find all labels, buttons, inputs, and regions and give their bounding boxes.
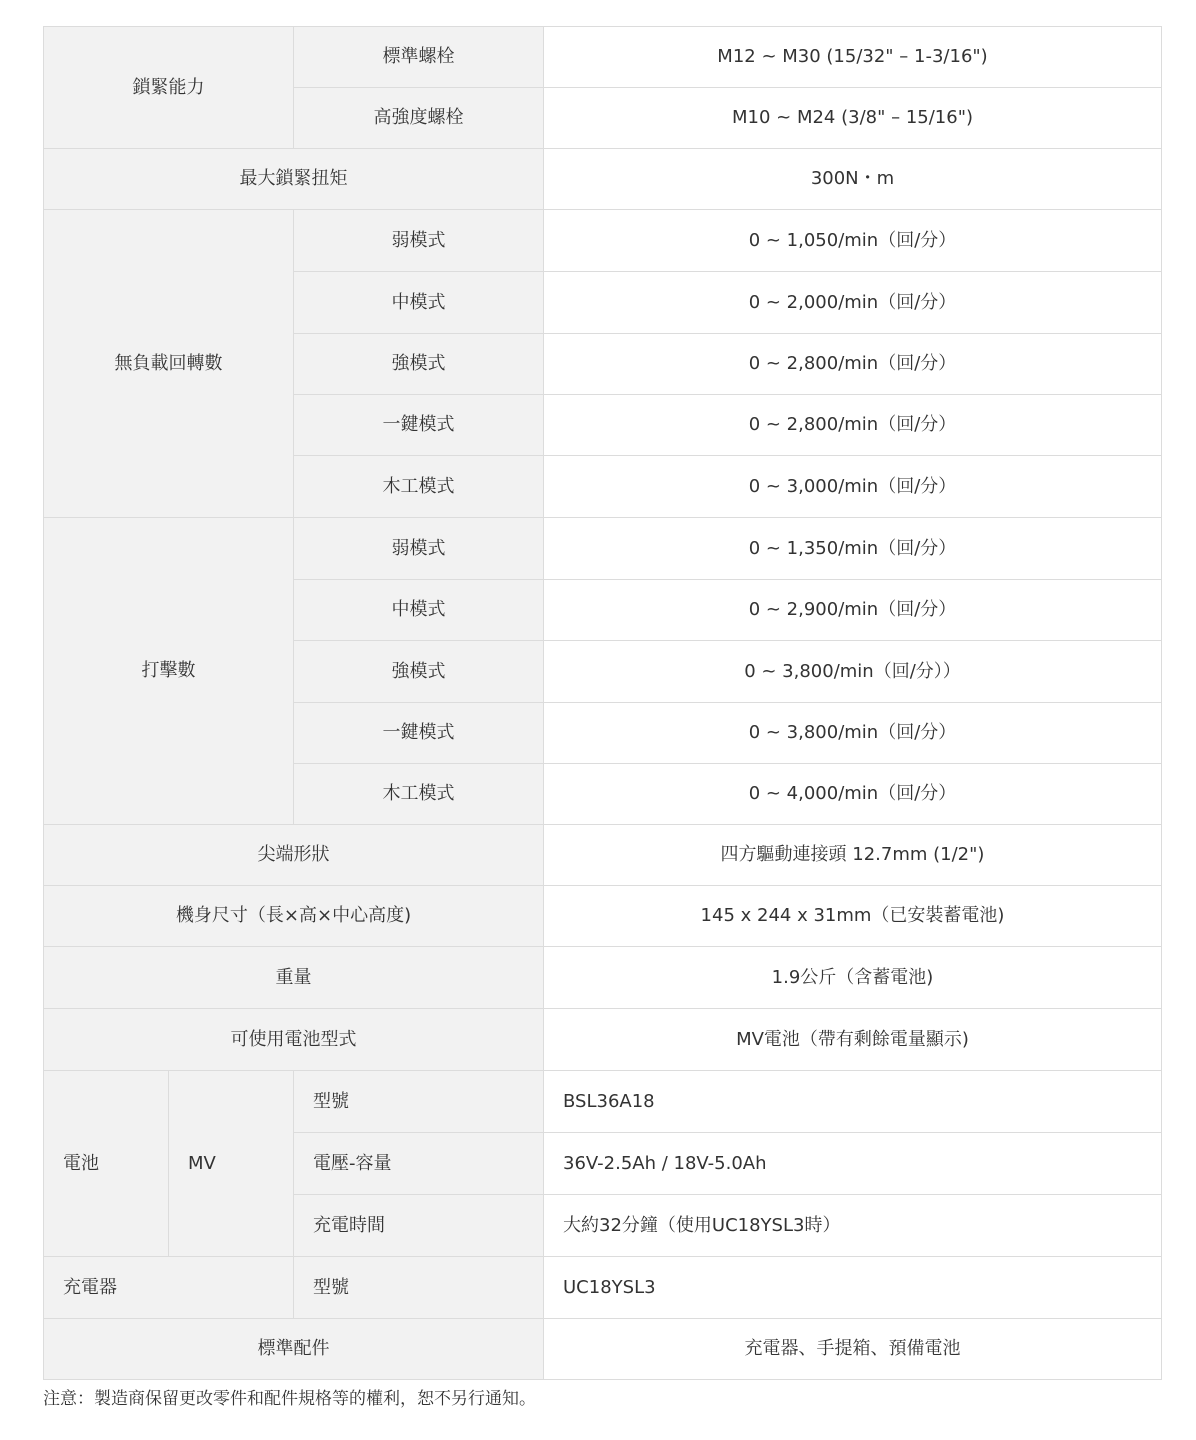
battery-charge-time-label: 充電時間	[294, 1195, 544, 1257]
high-strength-bolt-label: 高強度螺栓	[294, 88, 544, 149]
mode-label: 強模式	[294, 334, 544, 395]
mode-value: 0 ~ 1,050/min（回/分）	[544, 210, 1162, 272]
standard-bolt-label: 標準螺栓	[294, 27, 544, 88]
impact-rate-label: 打擊數	[44, 518, 294, 825]
table-row	[44, 1319, 1162, 1380]
spec-table	[43, 26, 1162, 1380]
disclaimer-note: 注意：製造商保留更改零件和配件規格等的權利，恕不另行通知。	[43, 1389, 536, 1409]
dimensions-label: 機身尺寸（長×高×中心高度)	[44, 886, 544, 947]
weight-label: 重量	[44, 947, 544, 1009]
table-row	[44, 27, 1162, 88]
accessories-label: 標準配件	[44, 1319, 544, 1380]
battery-voltage-value: 36V-2.5Ah / 18V-5.0Ah	[544, 1133, 1162, 1195]
charger-model-label: 型號	[294, 1257, 544, 1319]
lock-capacity-label: 鎖緊能力	[44, 27, 294, 149]
mode-value: 0 ~ 2,000/min（回/分）	[544, 272, 1162, 334]
mode-label: 弱模式	[294, 210, 544, 272]
mode-value: 0 ~ 1,350/min（回/分）	[544, 518, 1162, 580]
max-torque-label: 最大鎖緊扭矩	[44, 149, 544, 210]
battery-label: 電池	[44, 1071, 169, 1257]
mode-value: 0 ~ 3,000/min（回/分）	[544, 456, 1162, 518]
mode-value: 0 ~ 3,800/min（回/分））	[544, 641, 1162, 703]
max-torque-value: 300N・m	[544, 149, 1162, 210]
mode-label: 一鍵模式	[294, 395, 544, 456]
table-row	[44, 947, 1162, 1009]
table-row	[44, 886, 1162, 947]
mode-value: 0 ~ 2,800/min（回/分）	[544, 334, 1162, 395]
battery-type-label: 可使用電池型式	[44, 1009, 544, 1071]
battery-voltage-label: 電壓-容量	[294, 1133, 544, 1195]
table-row	[44, 1257, 1162, 1319]
high-strength-bolt-value: M10 ~ M24 (3/8" – 15/16")	[544, 88, 1162, 149]
mode-value: 0 ~ 2,900/min（回/分）	[544, 580, 1162, 641]
table-row	[44, 149, 1162, 210]
charger-label: 充電器	[44, 1257, 294, 1319]
table-row	[44, 1009, 1162, 1071]
table-row	[44, 210, 1162, 272]
mode-value: 0 ~ 3,800/min（回/分）	[544, 703, 1162, 764]
table-row	[44, 825, 1162, 886]
mode-label: 中模式	[294, 272, 544, 334]
mode-label: 一鍵模式	[294, 703, 544, 764]
dimensions-value: 145 x 244 x 31mm（已安裝蓄電池)	[544, 886, 1162, 947]
no-load-speed-label: 無負載回轉數	[44, 210, 294, 518]
table-row	[44, 1071, 1162, 1133]
mode-label: 木工模式	[294, 764, 544, 825]
mode-value: 0 ~ 2,800/min（回/分）	[544, 395, 1162, 456]
weight-value: 1.9公斤（含蓄電池)	[544, 947, 1162, 1009]
table-row	[44, 518, 1162, 580]
battery-sublabel: MV	[169, 1071, 294, 1257]
mode-label: 弱模式	[294, 518, 544, 580]
standard-bolt-value: M12 ~ M30 (15/32" – 1-3/16")	[544, 27, 1162, 88]
tip-shape-label: 尖端形狀	[44, 825, 544, 886]
mode-value: 0 ~ 4,000/min（回/分）	[544, 764, 1162, 825]
charger-model-value: UC18YSL3	[544, 1257, 1162, 1319]
mode-label: 強模式	[294, 641, 544, 703]
battery-charge-time-value: 大約32分鐘（使用UC18YSL3時）	[544, 1195, 1162, 1257]
mode-label: 中模式	[294, 580, 544, 641]
battery-model-label: 型號	[294, 1071, 544, 1133]
battery-model-value: BSL36A18	[544, 1071, 1162, 1133]
mode-label: 木工模式	[294, 456, 544, 518]
battery-type-value: MV電池（帶有剩餘電量顯示)	[544, 1009, 1162, 1071]
tip-shape-value: 四方驅動連接頭 12.7mm (1/2")	[544, 825, 1162, 886]
accessories-value: 充電器、手提箱、預備電池	[544, 1319, 1162, 1380]
